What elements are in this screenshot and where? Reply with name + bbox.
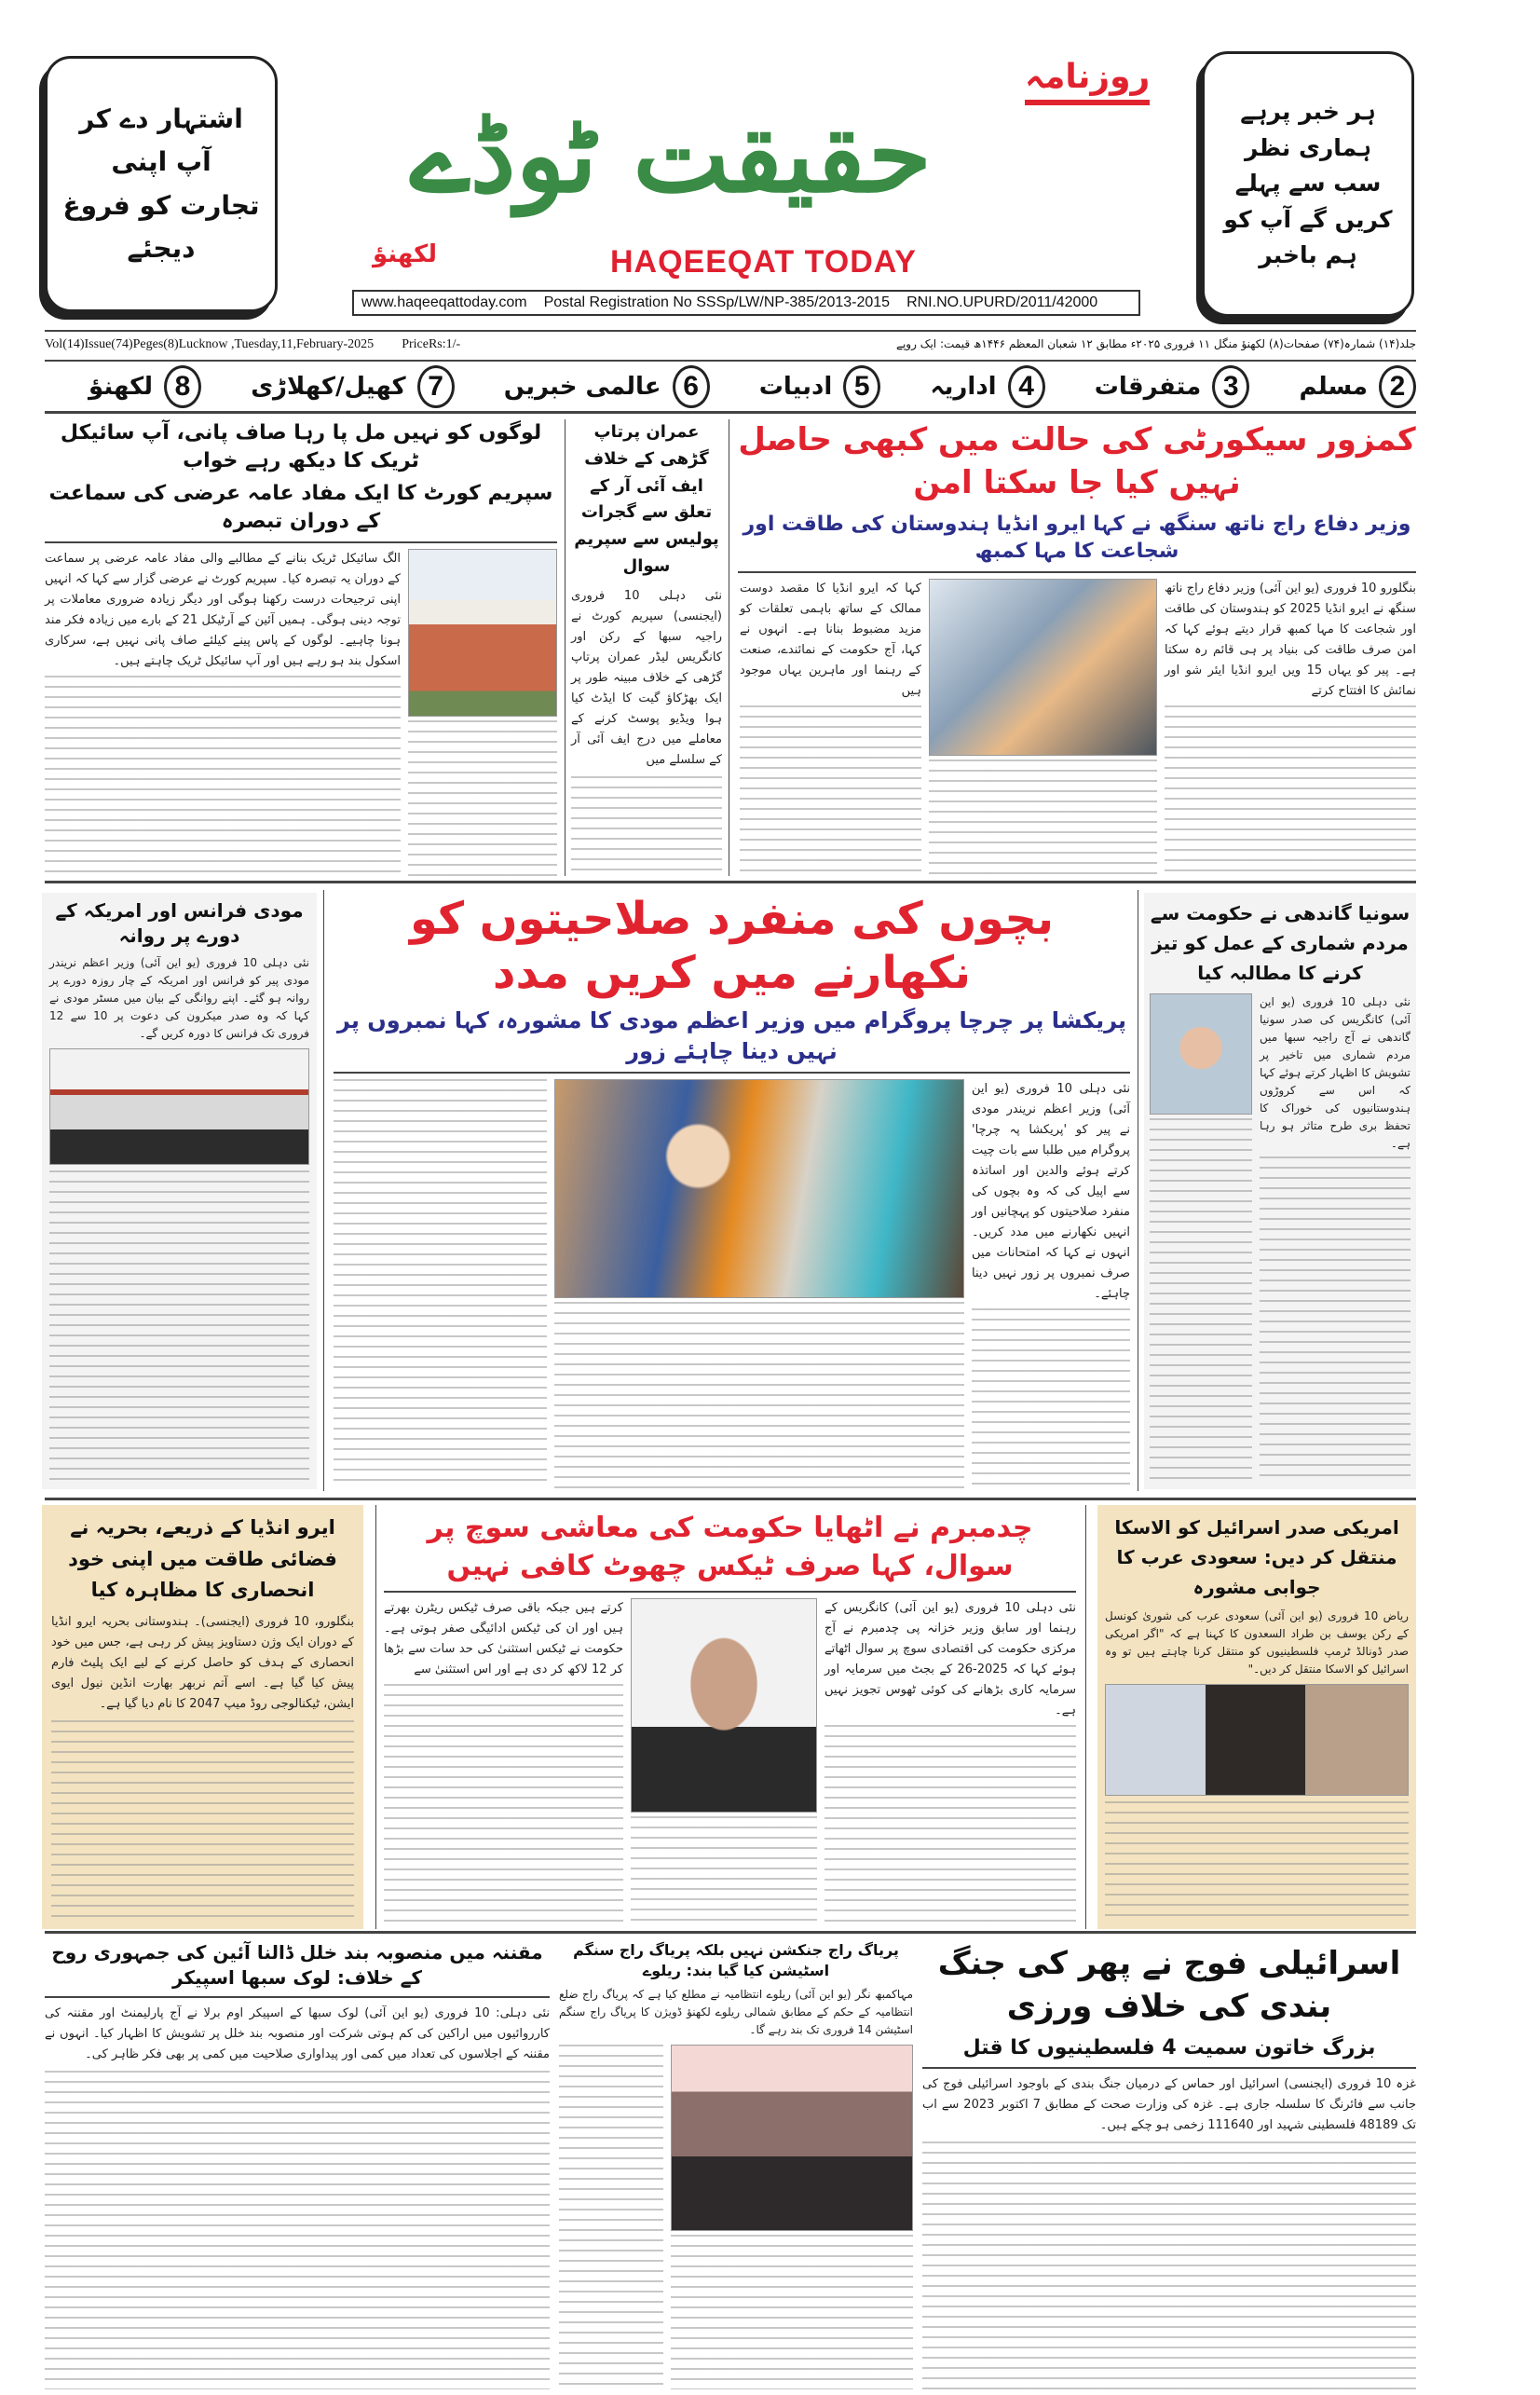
israel-subheadline: بزرگ خاتون سمیت 4 فلسطینیوں کا قتل bbox=[962, 2035, 1376, 2060]
nav-item-page-5[interactable] bbox=[759, 365, 881, 408]
nav-label: مسلم bbox=[1299, 373, 1368, 401]
nav-item-page-4[interactable] bbox=[930, 365, 1044, 408]
column-divider bbox=[565, 419, 566, 876]
divider bbox=[334, 1072, 1130, 1074]
netanyahu-mbs-trump-photo bbox=[1105, 1684, 1409, 1796]
dateline-urdu: جلد(۱۴) شمارہ(۷۴) صفحات(۸) لکھنؤ منگل ۱۱ فروری ۲۰۲۵ء مطابق ۱۲ شعبان المعظم ۱۴۴۶ھ قیمت: ایک روپے bbox=[895, 337, 1416, 350]
supreme-court-photo bbox=[408, 549, 557, 717]
text-filler bbox=[825, 1725, 1076, 1927]
pariksha-body: نئی دہلی 10 فروری (یو این آئی) وزیر اعظم نریندر مودی نے پیر کو 'پریکشا پہ چرچا' پروگرام میں طلبا سے بات چیت کرتے ہوئے والدین اور اساتذہ سے اپیل کی کہ وہ بچوں کی منفرد صلاحیتوں کو پہچانیں اور انہیں نکھارنے میں مدد کریں۔ انہوں نے کہا کہ امتحانات میں صرف نمبروں پر زور نہیں دینا چاہئے۔ bbox=[972, 1081, 1131, 1301]
imran-pratapgarhi-story bbox=[571, 419, 722, 876]
pariksha-story bbox=[334, 893, 1130, 1489]
text-filler bbox=[559, 2045, 663, 2389]
text-filler bbox=[972, 1308, 1130, 1489]
modi-france-lead: نئی دہلی 10 فروری (یو این آئی) وزیر اعظم نریندر مودی پیر کو فرانس اور امریکہ کے چار روزہ دورے پر روانہ ہو گئے۔ اپنے روانگی کے بیان میں مسٹر مودی نے کہا کہ وہ صدر میکرون کی دعوت پر 10 سے 12 فروری تک فرانس کا دورہ کریں گے۔ bbox=[49, 956, 309, 1040]
chidambaram-body: نئی دہلی 10 فروری (یو این آئی) کانگریس کے رہنما اور سابق وزیر خزانہ پی چدمبرم نے آج مرکزی حکومت کی اقتصادی سوچ پر سوال اٹھاتے ہوئے کہا کہ 2025-26 کے بجٹ میں سرمایہ اور سرمایہ کاری بڑھانے کی کوئی ٹھوس تجویز نہیں ہے۔ bbox=[825, 1601, 1076, 1718]
chidambaram-columns bbox=[384, 1598, 1076, 1927]
saudi-advice-headline[interactable]: امریکی صدر اسرائیل کو الاسکا منتقل کر دیں: سعودی عرب کا جوابی مشورہ bbox=[1114, 1516, 1399, 1598]
israel-body: غزہ 10 فروری (ایجنسی) اسرائیل اور حماس کے درمیان جنگ بندی کے باوجود اسرائیلی فوج کی جانب سے فائرنگ کا سلسلہ جاری ہے۔ غزہ کی وزارت صحت کے مطابق 7 اکتوبر 2023 سے اب تک 48189 فلسطینی شہید اور 111640 زخمی ہو چکے ہیں۔ bbox=[922, 2077, 1417, 2133]
ad-line: ہر خبر پرہے bbox=[1240, 98, 1376, 126]
modi-france-headline[interactable]: مودی فرانس اور امریکہ کے دورے پر روانہ bbox=[55, 899, 304, 947]
supreme-court-subheadline: سپریم کورٹ کا ایک مفاد عامہ عرضی کی سماعت کے دوران تبصرہ bbox=[48, 482, 553, 534]
supreme-court-headline[interactable]: لوگوں کو نہیں مل پا رہا صاف پانی، آپ سائیکل ٹریک کا دیکھ رہے خواب bbox=[60, 421, 542, 472]
chidambaram-story bbox=[384, 1510, 1076, 1927]
ad-line: اشتہار دے کر bbox=[79, 103, 243, 134]
price: PriceRs:1/- bbox=[402, 337, 461, 351]
logo-prefix: روزنامہ bbox=[1025, 56, 1150, 105]
rni-number: RNI.NO.UPURD/2011/42000 bbox=[906, 294, 1098, 310]
aero-india-columns bbox=[738, 579, 1416, 876]
kumbh-crowd-photo bbox=[671, 2045, 913, 2231]
navy-box bbox=[42, 1505, 363, 1929]
supreme-court-columns bbox=[45, 549, 557, 876]
logo-english: HAQEEQAT TODAY bbox=[610, 244, 917, 280]
modi-departure-photo bbox=[49, 1048, 309, 1165]
chidambaram-body-col: کرتے ہیں جبکہ باقی صرف ٹیکس ریٹرن بھرتے ہیں اور ان کی ٹیکس ادائیگی صفر ہوتی ہے۔ حکومت نے ٹیکس استثنیٰ کی حد سات سے بڑھا کر 12 لاکھ کر دی ہے اور اس استثنیٰ سے bbox=[384, 1601, 623, 1676]
text-filler bbox=[631, 1816, 817, 1927]
page-number: 8 bbox=[164, 365, 201, 408]
ad-line: کریں گے آپ کو bbox=[1223, 205, 1393, 233]
imran-pratapgarhi-headline[interactable]: عمران پرتاپ گڑھی کے خلاف ایف آئی آر کے تعلق سے گجرات پولیس سے سپریم سوال bbox=[574, 422, 719, 576]
divider bbox=[45, 1996, 550, 1998]
nav-label: عالمی خبریں bbox=[503, 373, 661, 401]
divider bbox=[45, 411, 1416, 414]
ad-line: تجارت کو فروغ bbox=[62, 189, 260, 221]
nav-item-page-6[interactable] bbox=[504, 365, 710, 408]
text-filler bbox=[1165, 705, 1416, 876]
divider bbox=[45, 330, 1416, 332]
ad-line: آپ اپنی bbox=[111, 146, 211, 178]
ad-line: ہم باخبر bbox=[1259, 241, 1357, 269]
column-divider bbox=[323, 890, 324, 1491]
divider bbox=[45, 1498, 1416, 1500]
text-filler bbox=[49, 1170, 309, 1484]
speaker-story bbox=[45, 1940, 550, 2389]
sonia-gandhi-photo bbox=[1150, 993, 1252, 1115]
aero-india-body-col: کہا کہ ایرو انڈیا کا مقصد دوست ممالک کے ساتھ باہمی تعلقات کو مزید مضبوط بنانا ہے۔ انہوں نے کہا، آج حکومت کے نمائندے، صنعت کے رہنما اور ماہرین یہاں موجود ہیں bbox=[740, 582, 921, 699]
text-filler bbox=[1105, 1801, 1409, 1922]
registration-bar bbox=[352, 290, 1140, 316]
nav-label: اداریہ bbox=[930, 373, 997, 401]
postal-registration: Postal Registration No SSSp/LW/NP-385/2013-2015 bbox=[543, 294, 891, 310]
supreme-court-story bbox=[45, 419, 557, 876]
aero-india-subheadline: وزیر دفاع راج ناتھ سنگھ نے کہا ایرو انڈیا ہندوستان کی طاقت اور شجاعت کا مہا کمبھ bbox=[743, 512, 1411, 564]
ad-line: دیجئے bbox=[127, 232, 196, 264]
text-filler bbox=[1260, 1156, 1411, 1484]
divider bbox=[922, 2067, 1416, 2069]
pariksha-columns bbox=[334, 1079, 1130, 1489]
sonia-gandhi-box bbox=[1144, 893, 1416, 1489]
page-number: 3 bbox=[1212, 365, 1249, 408]
modi-with-students-photo bbox=[554, 1079, 964, 1298]
israel-story bbox=[922, 1943, 1416, 2390]
nav-item-page-7[interactable] bbox=[251, 365, 454, 408]
saudi-advice-body: ریاض 10 فروری (یو این آئی) سعودی عرب کی شوریٰ کونسل کے رکن یوسف بن طراد السعدون کا کہنا ہے کہ "اگر امریکی صدر ڈونالڈ ٹرمپ فلسطینیوں کو منتقل کرنا چاہتے ہیں تو وہ اسرائیل کو الاسکا منتقل کر دیں۔" bbox=[1105, 1609, 1409, 1676]
nav-item-page-3[interactable] bbox=[1095, 365, 1250, 408]
text-filler bbox=[740, 705, 921, 876]
nav-label: لکھنؤ bbox=[89, 373, 154, 401]
text-filler bbox=[929, 760, 1157, 876]
divider bbox=[45, 541, 557, 543]
nav-label: کھیل/کھلاڑی bbox=[251, 373, 406, 401]
rajnath-singh-aero-india-photo bbox=[929, 579, 1157, 756]
chidambaram-headline[interactable]: چدمبرم نے اٹھایا حکومت کی معاشی سوچ پر سوال، کہا صرف ٹیکس چھوٹ کافی نہیں bbox=[427, 1512, 1033, 1582]
text-filler bbox=[554, 1302, 964, 1489]
text-filler bbox=[384, 1684, 623, 1927]
page-number: 2 bbox=[1379, 365, 1416, 408]
nav-item-page-2[interactable] bbox=[1299, 365, 1416, 408]
imran-pratapgarhi-body: نئی دہلی 10 فروری (ایجنسی) سپریم کورٹ نے راجیہ سبھا کے رکن اور کانگریس لیڈر عمران پرتاپ گڑھی کے خلاف مبینہ طور پر ایک بھڑکاؤ گیت کا ایڈٹ کیا ہوا ویڈیو پوسٹ کرنے کے معاملے میں درج ایف آئی آر کے سلسلے میں bbox=[571, 588, 722, 767]
divider bbox=[384, 1591, 1076, 1593]
ad-line: سب سے پہلے bbox=[1234, 170, 1382, 198]
dateline-english: Vol(14)Issue(74)Peges(8)Lucknow ,Tuesday,11,February-2025 bbox=[45, 337, 375, 351]
prayagraj-headline[interactable]: پریاگ راج جنکشن نہیں بلکہ پریاگ راج سنگم اسٹیشن کیا گیا بند: ریلوے bbox=[573, 1941, 899, 1979]
divider bbox=[45, 881, 1416, 883]
prayagraj-lead: مہاکمبھ نگر (یو این آئی) ریلوے انتظامیہ نے مطلع کیا ہے کہ پریاگ راج ضلع انتظامیہ کے حکم کے مطابق شمالی ریلوے لکھنؤ ڈویژن کا پریاگ راج سنگم اسٹیشن 14 فروری تک بند رہے گا۔ bbox=[559, 1988, 913, 2037]
text-filler bbox=[334, 1079, 547, 1489]
text-filler bbox=[45, 676, 401, 876]
pariksha-headline[interactable]: بچوں کی منفرد صلاحیتوں کو نکھارنے میں کریں مدد bbox=[409, 893, 1055, 999]
page-number: 4 bbox=[1008, 365, 1045, 408]
column-divider bbox=[1085, 1505, 1086, 1929]
right-ad-box bbox=[1202, 51, 1414, 317]
sonia-gandhi-headline[interactable]: سونیا گاندھی نے حکومت سے مردم شماری کے عمل کو تیز کرنے کا مطالبہ کیا bbox=[1150, 902, 1411, 984]
speaker-body: نئی دہلی: 10 فروری (یو این آئی) لوک سبھا کے اسپیکر اوم برلا نے آج پارلیمنٹ اور مقننہ کی کارروائیوں میں اراکین کی کم ہوتی شرکت اور منصوبہ بند خلل پر تشویش کا اظہار کیا۔ انہوں نے مقننہ کے اجلاسوں کی تعداد میں کمی اور پیداواری صلاحیت میں کمی پر بھی فکر ظاہر کی۔ bbox=[45, 2006, 551, 2061]
logo-urdu: حقیقت ٹوڈے bbox=[410, 95, 932, 215]
chidambaram-photo bbox=[631, 1598, 817, 1813]
nav-label: متفرقات bbox=[1094, 373, 1202, 401]
prayagraj-story bbox=[559, 1940, 913, 2389]
text-filler bbox=[45, 2071, 550, 2389]
aero-india-headline[interactable]: کمزور سیکورٹی کی حالت میں کبھی حاصل نہیں کیا جا سکتا امن bbox=[738, 421, 1416, 501]
nav-item-page-8[interactable] bbox=[89, 365, 201, 408]
left-ad-box bbox=[45, 56, 278, 312]
dateline-english-wrap bbox=[45, 337, 460, 352]
page-number: 7 bbox=[417, 365, 455, 408]
section-nav bbox=[89, 365, 1416, 408]
aero-india-story bbox=[738, 419, 1416, 876]
ad-line: ہماری نظر bbox=[1244, 133, 1372, 161]
page-number: 5 bbox=[843, 365, 880, 408]
sonia-gandhi-columns bbox=[1150, 993, 1411, 1484]
navy-headline[interactable]: ایرو انڈیا کے ذریعے، بحریہ نے فضائی طاقت میں اپنی خود انحصاری کا مظاہرہ کیا bbox=[68, 1516, 337, 1602]
column-divider bbox=[375, 1505, 376, 1929]
logo-city: لکھنؤ bbox=[373, 240, 437, 268]
israel-headline[interactable]: اسرائیلی فوج نے پھر کی جنگ بندی کی خلاف ورزی bbox=[937, 1945, 1401, 2025]
text-filler bbox=[922, 2142, 1416, 2390]
supreme-court-body: الگ سائیکل ٹریک بنانے کے مطالبے والی مفاد عامہ عرضی پر سماعت کے دوران یہ تبصرہ کیا۔ سپریم کورٹ نے عرضی گزار سے کہا کہ انہیں اپنی ترجیحات درست رکھنا ہوگی اور دیگر زیادہ ضروری معاملات پر توجہ دینی ہوگی۔ ہمیں آئین کے آرٹیکل 21 کے بارے میں زیادہ فکر مند ہونا چاہیے۔ لوگوں کے پاس پینے کیلئے صاف پانی نہیں ہے، سرکاری اسکول بند ہو رہے ہیں اور آپ سائیکل ٹریک چاہتے ہیں۔ bbox=[45, 551, 401, 668]
website-link[interactable]: www.haqeeqattoday.com bbox=[361, 294, 527, 310]
text-filler bbox=[671, 2235, 913, 2389]
navy-body: بنگلورو، 10 فروری (ایجنسی)۔ ہندوستانی بحریہ ایرو انڈیا کے دوران ایک وژن دستاویز پیش کر رہی ہے، جس میں خود انحصاری کے ہدف کو حاصل کرنے کے لیے ایک پلیٹ فارم پیش کیا گیا ہے۔ اسے آتم نربھر بھارت انڈین نیول ایوی ایشن، ٹیکنالوجی روڈ میپ 2047 کا نام دیا گیا ہے۔ bbox=[51, 1614, 354, 1711]
text-filler bbox=[51, 1720, 354, 1922]
divider bbox=[45, 1931, 1416, 1934]
text-filler bbox=[571, 776, 722, 876]
divider bbox=[45, 360, 1416, 362]
prayagraj-columns bbox=[559, 2045, 913, 2389]
nav-label: ادبیات bbox=[758, 373, 833, 401]
saudi-advice-box bbox=[1097, 1505, 1416, 1929]
text-filler bbox=[1150, 1118, 1252, 1484]
aero-india-body: بنگلورو 10 فروری (یو این آئی) وزیر دفاع راج ناتھ سنگھ نے ایرو انڈیا 2025 کو ہندوستان کی طاقت اور شجاعت کا مہا کمبھ قرار دیتے ہوئے کہا کہ امن صرف طاقت کی بنیاد پر ہی قائم رہ سکتا ہے۔ پیر کو یہاں 15 ویں ایرو انڈیا ایئر شو اور نمائش کا افتتاح کرتے bbox=[1165, 582, 1416, 699]
sonia-gandhi-body: نئی دہلی 10 فروری (یو این آئی) کانگریس کی صدر سونیا گاندھی نے آج راجیہ سبھا میں مردم شماری میں تاخیر پر تشویش کا اظہار کرتے ہوئے کہا کہ اس سے کروڑوں ہندوستانیوں کی خوراک کا تحفظ بری طرح متاثر ہو رہا ہے۔ bbox=[1260, 995, 1411, 1150]
page-number: 6 bbox=[673, 365, 710, 408]
speaker-headline[interactable]: مقننہ میں منصوبہ بند خلل ڈالنا آئین کی جمہوری روح کے خلاف: لوک سبھا اسپیکر bbox=[51, 1941, 543, 1989]
pariksha-subheadline: پریکشا پر چرچا پروگرام میں وزیر اعظم مودی کا مشورہ، کہا نمبروں پر نہیں دینا چاہئے زور bbox=[336, 1007, 1127, 1064]
text-filler bbox=[408, 720, 557, 876]
modi-france-box bbox=[42, 893, 317, 1489]
divider bbox=[738, 571, 1416, 573]
